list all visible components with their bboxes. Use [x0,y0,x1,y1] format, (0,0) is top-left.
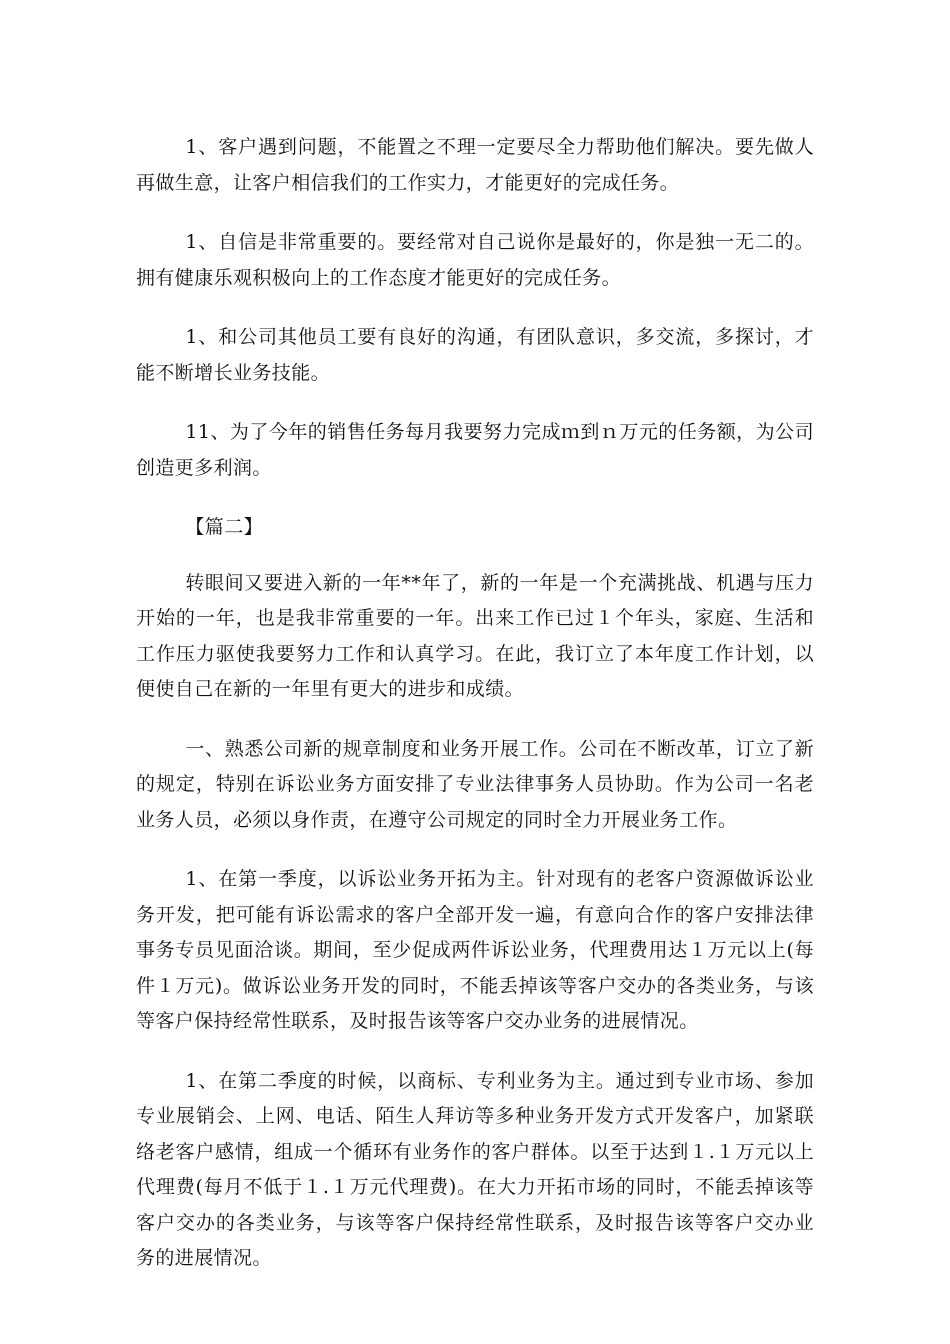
section-heading-part-two: 【篇二】 [185,516,263,538]
document-body [136,130,814,1301]
paragraph-new-year-intro: 转眼间又要进入新的一年**年了，新的一年是一个充满挑战、机遇与压力开始的一年，也是我非常重要的一年。出来工作已过１个年头，家庭、生活和工作压力驱使我要努力工作和认真学习。在此，我订立了本年度工作计划，以便使自己在新的一年里有更大的进步和成绩。 [136,571,814,700]
paragraph-sales-target: 11、为了今年的销售任务每月我要努力完成ｍ到ｎ万元的任务额，为公司创造更多利润。 [136,421,814,479]
paragraph-second-quarter: 1、在第二季度的时候，以商标、专利业务为主。通过到专业市场、参加专业展销会、上网、电话、陌生人拜访等多种业务开发方式开发客户，加紧联络老客户感情，组成一个循环有业务作的客户群体。以至于达到１.１万元以上代理费(每月不低于１.１万元代理费)。在大力开拓市场的同时，不能丢掉该等客户交办的各类业务，与该等客户保持经常性联系，及时报告该等客户交办业务的进展情况。 [136,1069,814,1269]
paragraph-customer-help: 1、客户遇到问题，不能置之不理一定要尽全力帮助他们解决。要先做人再做生意，让客户相信我们的工作实力，才能更好的完成任务。 [136,136,814,194]
paragraph-company-rules: 一、熟悉公司新的规章制度和业务开展工作。公司在不断改革，订立了新的规定，特别在诉讼业务方面安排了专业法律事务人员协助。作为公司一名老业务人员，必须以身作责，在遵守公司规定的同时全力开展业务工作。 [136,737,814,831]
paragraph-self-confidence: 1、自信是非常重要的。要经常对自己说你是最好的，你是独一无二的。拥有健康乐观积极向上的工作态度才能更好的完成任务。 [136,231,814,289]
paragraph-first-quarter: 1、在第一季度，以诉讼业务开拓为主。针对现有的老客户资源做诉讼业务开发，把可能有诉讼需求的客户全部开发一遍，有意向合作的客户安排法律事务专员见面洽谈。期间，至少促成两件诉讼业务，代理费用达１万元以上(每件１万元)。做诉讼业务开发的同时，不能丢掉该等客户交办的各类业务，与该等客户保持经常性联系，及时报告该等客户交办业务的进展情况。 [136,868,814,1032]
paragraph-team-communication: 1、和公司其他员工要有良好的沟通，有团队意识，多交流，多探讨，才能不断增长业务技能。 [136,326,814,384]
